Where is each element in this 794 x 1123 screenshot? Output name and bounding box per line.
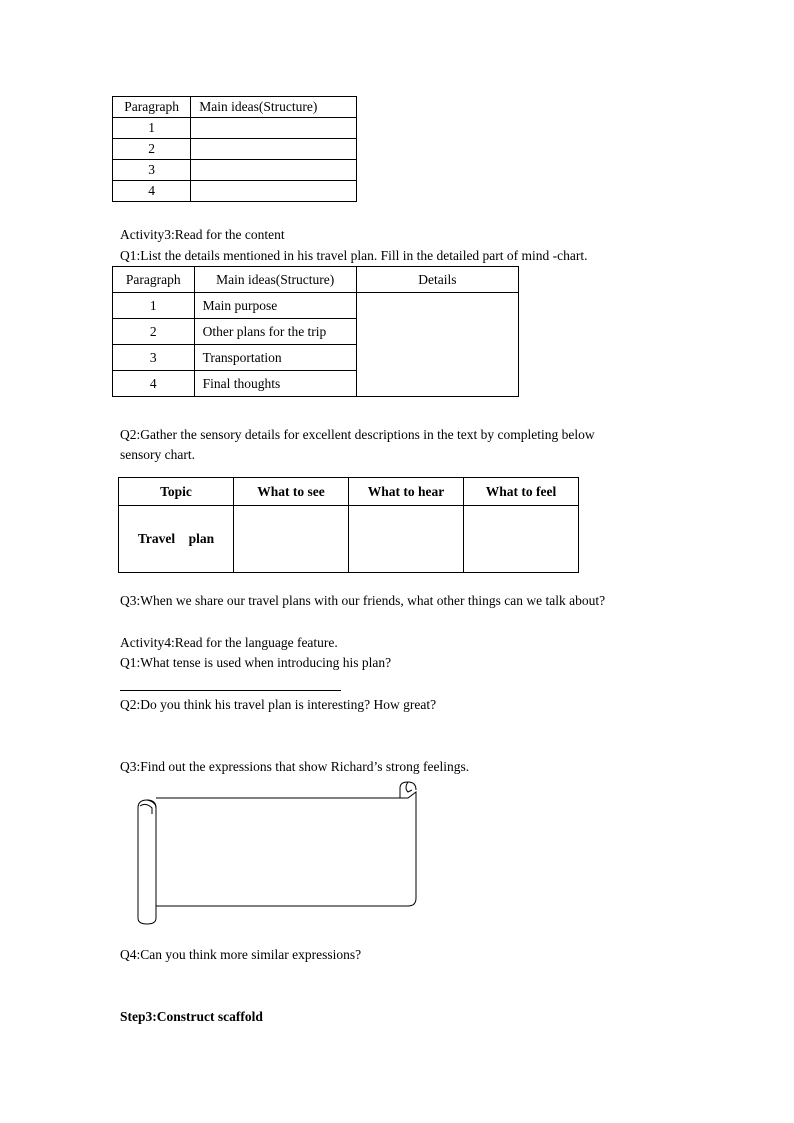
table-cell[interactable] bbox=[191, 139, 357, 160]
q2-text-line2: sensory chart. bbox=[120, 447, 195, 462]
table-cell[interactable] bbox=[191, 181, 357, 202]
table-header: Topic bbox=[119, 478, 234, 506]
table-header: Main ideas(Structure) bbox=[191, 97, 357, 118]
table-cell[interactable] bbox=[191, 160, 357, 181]
table-cell[interactable] bbox=[234, 506, 349, 573]
details-cell[interactable] bbox=[356, 293, 518, 397]
q2-text-line1: Q2:Gather the sensory details for excellent descriptions in the text by completing below bbox=[120, 427, 595, 442]
scroll-frame[interactable] bbox=[132, 778, 424, 930]
table-cell: Other plans for the trip bbox=[194, 319, 356, 345]
table-header: What to feel bbox=[464, 478, 579, 506]
table-cell: 4 bbox=[113, 371, 195, 397]
table-cell[interactable] bbox=[349, 506, 464, 573]
sensory-chart bbox=[118, 477, 579, 573]
table-cell: Transportation bbox=[194, 345, 356, 371]
answer-line[interactable] bbox=[120, 690, 341, 691]
activity4-q3: Q3:Find out the expressions that show Richard’s strong feelings. bbox=[120, 759, 470, 774]
details-table bbox=[112, 266, 519, 397]
table-header: Paragraph bbox=[113, 267, 195, 293]
table-cell[interactable] bbox=[464, 506, 579, 573]
table-cell: 3 bbox=[113, 345, 195, 371]
table-header: What to hear bbox=[349, 478, 464, 506]
activity3-title: Activity3:Read for the content bbox=[120, 227, 285, 242]
table-row-label: Travel plan bbox=[119, 506, 234, 573]
activity3-q1: Q1:List the details mentioned in his travel plan. Fill in the detailed part of mind -chart. bbox=[120, 248, 588, 263]
table-cell: 2 bbox=[113, 319, 195, 345]
table-cell[interactable] bbox=[191, 118, 357, 139]
structure-table bbox=[112, 96, 357, 202]
table-cell: 3 bbox=[113, 160, 191, 181]
table-header: What to see bbox=[234, 478, 349, 506]
table-header: Main ideas(Structure) bbox=[194, 267, 356, 293]
table-cell: Main purpose bbox=[194, 293, 356, 319]
table-cell: 2 bbox=[113, 139, 191, 160]
activity4-q2: Q2:Do you think his travel plan is interesting? How great? bbox=[120, 697, 437, 712]
table-cell: 4 bbox=[113, 181, 191, 202]
table-cell: 1 bbox=[113, 118, 191, 139]
activity4-title: Activity4:Read for the language feature. bbox=[120, 635, 338, 650]
table-cell: Final thoughts bbox=[194, 371, 356, 397]
table-cell: 1 bbox=[113, 293, 195, 319]
activity4-q4: Q4:Can you think more similar expressions? bbox=[120, 947, 362, 962]
table-header: Paragraph bbox=[113, 97, 191, 118]
table-header: Details bbox=[356, 267, 518, 293]
activity4-q1: Q1:What tense is used when introducing his plan? bbox=[120, 655, 392, 670]
step3-heading: Step3:Construct scaffold bbox=[120, 1009, 263, 1024]
q3-text: Q3:When we share our travel plans with our friends, what other things can we talk about? bbox=[120, 593, 606, 608]
